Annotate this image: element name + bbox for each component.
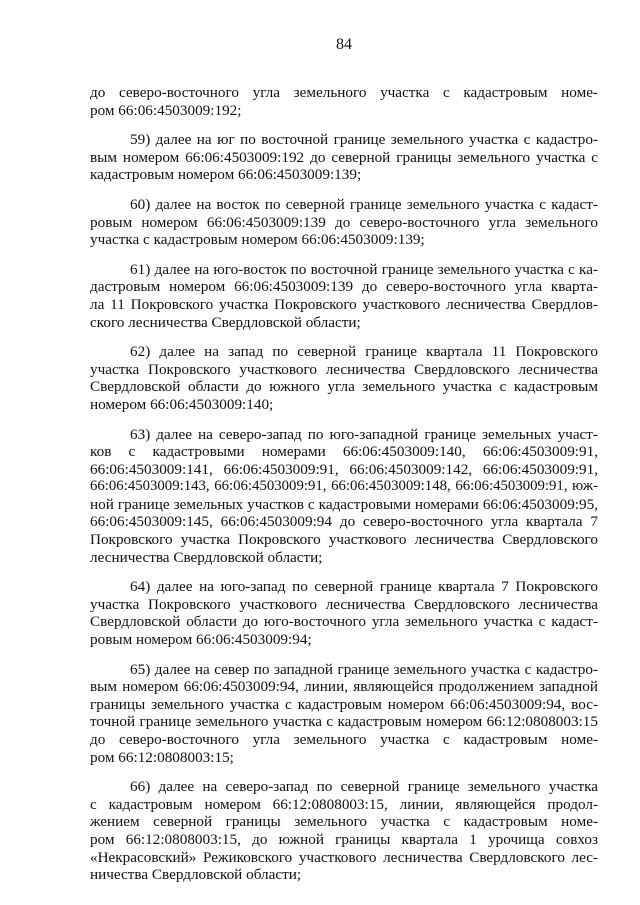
page-number: 84 [336, 36, 352, 53]
text-line: 66:06:4503009:145, 66:06:4503009:94 до северо-восточного угла квартала 7 [90, 513, 598, 531]
text-line: 59) далее на юг по восточной границе земельного участка с кадастро- [130, 131, 598, 149]
text-line: 63) далее на северо-запад по юго-западной границе земельных участ- [130, 425, 598, 443]
paragraph-60 [90, 196, 598, 249]
text-line: границы земельного участка с кадастровым номером 66:06:4503009:94, вос- [90, 695, 598, 713]
text-line: вым номером 66:06:4503009:94, линии, являющейся продолжением западной [90, 678, 598, 696]
text-line: точной границе земельного участка с кадастровым номером 66:12:0808003:15 [90, 713, 598, 731]
text-line: жением северной границы земельного участка с кадастровым номе- [90, 813, 598, 831]
text-line: кадастровым номером 66:06:4503009:139; [90, 166, 362, 184]
text-line: ла 11 Покровского участка Покровского участкового лесничества Свердлов- [90, 295, 598, 313]
paragraph-66 [90, 778, 598, 884]
paragraph-63 [90, 426, 598, 567]
text-line: 64) далее на юго-запад по северной границе квартала 7 Покровского [130, 578, 598, 596]
text-line: с кадастровым номером 66:12:0808003:15, линии, являющейся продол- [90, 795, 598, 813]
text-line: номером 66:06:4503009:140; [90, 395, 274, 413]
text-line: 62) далее на запад по северной границе квартала 11 Покровского [130, 343, 598, 361]
text-line: до северо-восточного угла земельного участка с кадастровым номе- [90, 731, 598, 748]
text-line: ского лесничества Свердловской области; [90, 313, 361, 331]
paragraph-64 [90, 578, 598, 648]
text-line: 65) далее на север по западной границе земельного участка с кадастро- [130, 660, 598, 678]
text-line: ков с кадастровыми номерами 66:06:4503009:140, 66:06:4503009:91, [90, 443, 598, 461]
text-line: участка Покровского участкового лесничества Свердловского лесничества [90, 360, 598, 378]
paragraph-59 [90, 131, 598, 184]
text-line: 66:06:4503009:143, 66:06:4503009:91, 66:06:4503009:148, 66:06:4503009:91, юж- [90, 478, 598, 495]
text-line: 61) далее на юго-восток по восточной границе земельного участка с ка- [130, 260, 598, 278]
text-line: до северо-восточного угла земельного участка с кадастровым номе- [90, 84, 598, 101]
text-line: ром 66:12:0808003:15, до южной границы квартала 1 урочища совхоз [90, 830, 598, 848]
text-line: участка Покровского участкового лесничества Свердловского лесничества [90, 595, 598, 613]
text-line: ром 66:06:4503009:192; [90, 101, 242, 119]
text-line: лесничества Свердловской области; [90, 548, 323, 566]
text-line: 66:06:4503009:141, 66:06:4503009:91, 66:06:4503009:142, 66:06:4503009:91, [90, 460, 598, 478]
text-line: ровым номером 66:06:4503009:139 до северо-восточного угла земельного [90, 213, 598, 231]
text-line: ровым номером 66:06:4503009:94; [90, 631, 312, 649]
text-line: ной границе земельных участков с кадастровыми номерами 66:06:4503009:95, [90, 495, 598, 513]
paragraph-61 [90, 261, 598, 331]
paragraph-continuation [90, 84, 598, 119]
text-line: ничества Свердловской области; [90, 866, 302, 884]
text-line: Покровского участка Покровского участкового лесничества Свердловского [90, 531, 598, 549]
text-line: вым номером 66:06:4503009:192 до северной границы земельного участка с [90, 148, 598, 166]
text-line: Свердловской области до юго-восточного угла земельного участка с кадаст- [90, 613, 598, 631]
text-line: 60) далее на восток по северной границе земельного участка с кадаст- [130, 195, 598, 213]
text-line: 66) далее на северо-запад по северной границе земельного участка [130, 778, 598, 796]
text-line: ром 66:12:0808003:15; [90, 748, 234, 766]
text-line: дастровым номером 66:06:4503009:139 до северо-восточного угла кварта- [90, 278, 598, 296]
text-line: «Некрасовский» Режиковского участкового лесничества Свердловского лес- [90, 848, 598, 866]
paragraph-62 [90, 343, 598, 413]
paragraph-65 [90, 661, 598, 767]
text-line: Свердловской области до южного угла земельного участка с кадастровым [90, 378, 598, 396]
text-line: участка с кадастровым номером 66:06:4503009:139; [90, 231, 425, 249]
